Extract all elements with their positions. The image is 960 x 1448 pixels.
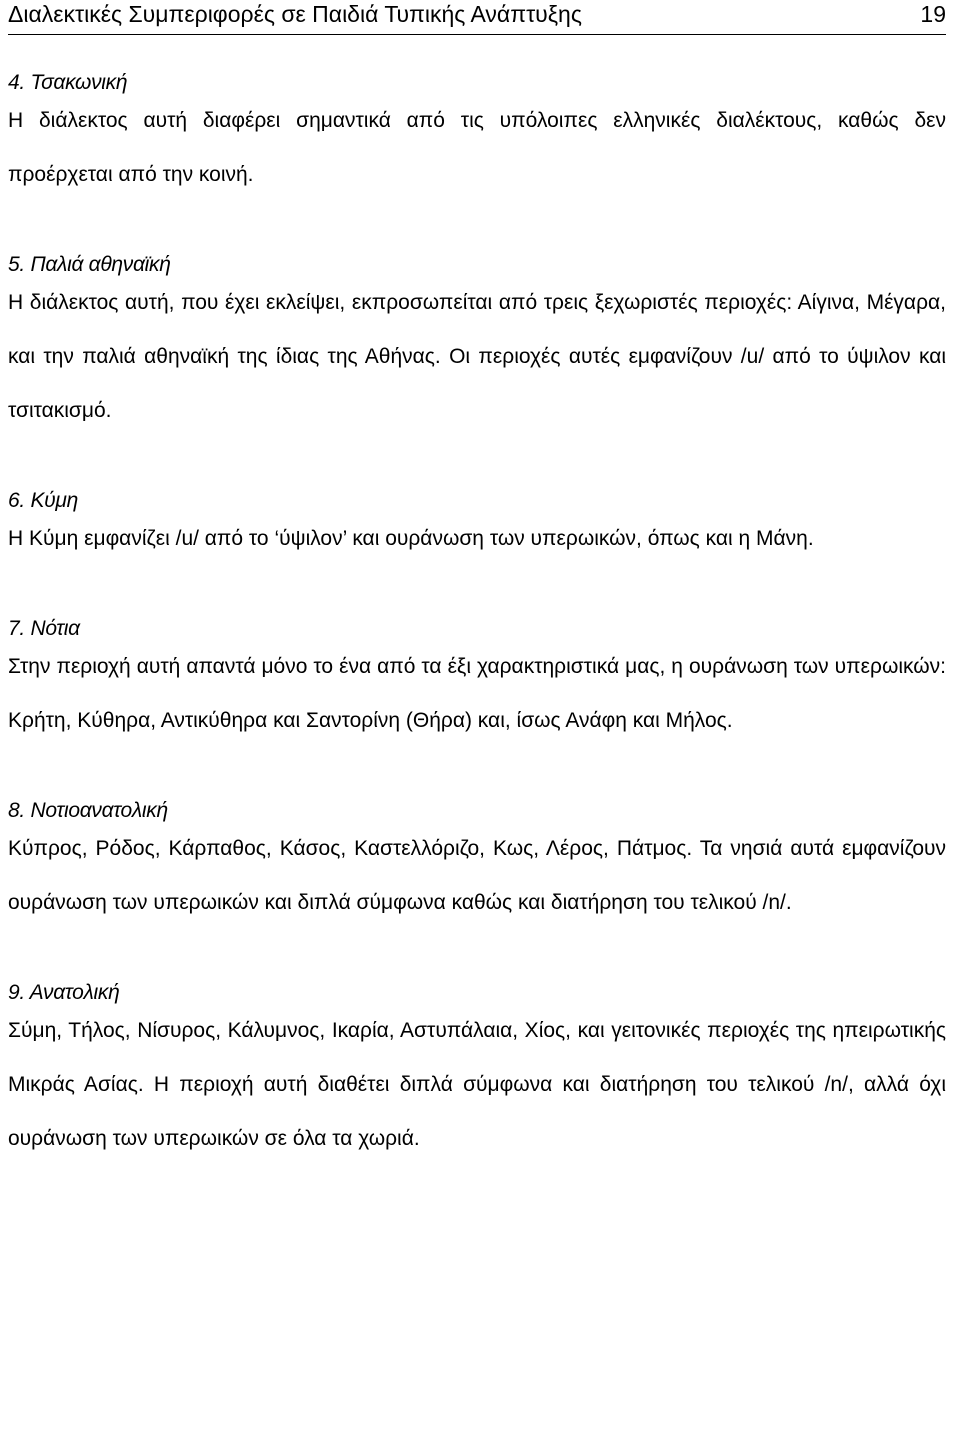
document-body <box>8 70 946 1216</box>
section-old-athenian <box>8 252 946 438</box>
section-paragraph: Κύπρος, Ρόδος, Κάρπαθος, Κάσος, Καστελλόριζο, Κως, Λέρος, Πάτμος. Τα νησιά αυτά εμφανίζουν ουράνωση των υπερωικών και διπλά σύμφωνα καθώς και διατήρηση του τελικού /n/. <box>8 837 946 914</box>
section-eastern <box>8 980 946 1166</box>
section-paragraph: Η διάλεκτος αυτή, που έχει εκλείψει, εκπροσωπείται από τρεις ξεχωριστές περιοχές: Αίγινα, Μέγαρα, και την παλιά αθηναϊκή της ίδιας της Αθήνας. Οι περιοχές αυτές εμφανίζουν /u/ από το ύψιλον και τσιτακισμό. <box>8 291 946 422</box>
page-number: 19 <box>920 1 946 27</box>
section-heading: 9. Ανατολική <box>8 981 120 1004</box>
section-heading: 8. Νοτιοανατολική <box>8 799 168 822</box>
section-paragraph: Σύμη, Τήλος, Νίσυρος, Κάλυμνος, Ικαρία, Αστυπάλαια, Χίος, και γειτονικές περιοχές της ηπειρωτικής Μικράς Ασίας. Η περιοχή αυτή διαθέτει διπλά σύμφωνα και διατήρηση του τελικού /n/, αλλά όχι ουράνωση των υπερωικών σε όλα τα χωριά. <box>8 1019 946 1150</box>
section-paragraph: Στην περιοχή αυτή απαντά μόνο το ένα από τα έξι χαρακτηριστικά μας, η ουράνωση των υπερωικών: Κρήτη, Κύθηρα, Αντικύθηρα και Σαντορίνη (Θήρα) και, ίσως Ανάφη και Μήλος. <box>8 655 946 732</box>
running-header <box>8 0 946 35</box>
section-heading: 4. Τσακωνική <box>8 71 128 94</box>
header-title: Διαλεκτικές Συμπεριφορές σε Παιδιά Τυπικής Ανάπτυξης <box>8 1 582 27</box>
section-tsakonian <box>8 70 946 202</box>
section-paragraph: Η διάλεκτος αυτή διαφέρει σημαντικά από τις υπόλοιπες ελληνικές διαλέκτους, καθώς δεν προέρχεται από την κοινή. <box>8 109 946 186</box>
section-paragraph: Η Κύμη εμφανίζει /u/ από το ‘ύψιλον’ και ουράνωση των υπερωικών, όπως και η Μάνη. <box>8 527 814 550</box>
section-heading: 5. Παλιά αθηναϊκή <box>8 253 171 276</box>
section-southeastern <box>8 798 946 930</box>
section-kymi <box>8 488 946 566</box>
section-southern <box>8 616 946 748</box>
section-heading: 6. Κύμη <box>8 489 78 512</box>
section-heading: 7. Νότια <box>8 617 80 640</box>
